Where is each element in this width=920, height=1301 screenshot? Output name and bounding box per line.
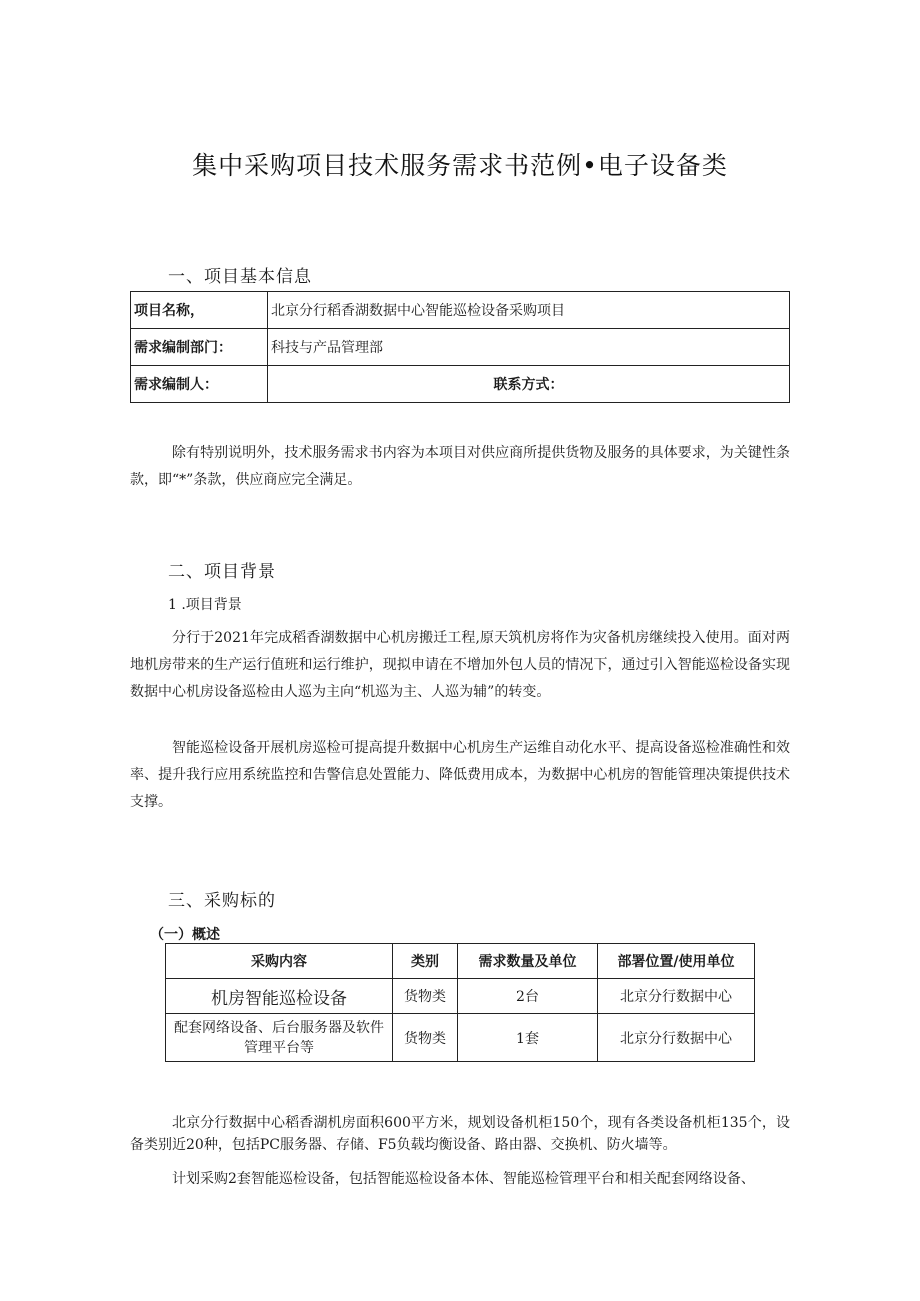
document-title: 集中采购项目技术服务需求书范例•电子设备类: [192, 151, 728, 180]
table-row: [166, 979, 755, 1014]
table-cell: 北京分行数据中心: [598, 979, 755, 1014]
project-info-table: [130, 291, 790, 403]
table-row: [131, 366, 790, 403]
procurement-table: [165, 943, 755, 1062]
table-cell: 货物类: [393, 1014, 458, 1062]
author-label: 需求编制人：: [131, 366, 268, 403]
section1-heading: 一、项目基本信息: [168, 267, 312, 287]
table-cell: 北京分行数据中心: [598, 1014, 755, 1062]
background-paragraph-1: 分行于2021年完成稻香湖数据中心机房搬迁工程,原天筑机房将作为灾备机房继续投入使用。面对两地机房带来的生产运行值班和运行维护，现拟申请在不增加外包人员的情况下，通过引入智能巡检设备实现数据中心机房设备巡检由人巡为主向“机巡为主、人巡为辅”的转变。: [130, 630, 790, 700]
col-category-header: 类别: [393, 944, 458, 979]
section3-heading: 三、采购标的: [168, 891, 276, 911]
project-name-value: 北京分行稻香湖数据中心智能巡检设备采购项目: [268, 292, 790, 329]
col-content-header: 采购内容: [166, 944, 393, 979]
overview-paragraph-1: 北京分行数据中心稻香湖机房面积600平方米，规划设备机柜150个，现有各类设备机柜135个，设备类别近20种，包括PC服务器、存储、F5负载均衡设备、路由器、交换机、防火墙等。: [130, 1115, 790, 1153]
table-cell: 2台: [458, 979, 598, 1014]
dept-value: 科技与产品管理部: [268, 329, 790, 366]
overview-paragraph-2: 计划采购2套智能巡检设备，包括智能巡检设备本体、智能巡检管理平台和相关配套网络设备、: [172, 1171, 755, 1187]
background-paragraph-2: 智能巡检设备开展机房巡检可提高提升数据中心机房生产运维自动化水平、提高设备巡检准确性和效率、提升我行应用系统监控和告警信息处置能力、降低费用成本，为数据中心机房的智能管理决策提供技术支撑。: [130, 740, 790, 810]
table-cell: 1套: [458, 1014, 598, 1062]
project-name-label: 项目名称，: [131, 292, 268, 329]
contact-label: 联系方式：: [268, 366, 790, 403]
table-row: [131, 329, 790, 366]
table-row: [131, 292, 790, 329]
overview-subheading: （一）概述: [150, 927, 220, 943]
col-location-header: 部署位置/使用单位: [598, 944, 755, 979]
col-quantity-header: 需求数量及单位: [458, 944, 598, 979]
table-header-row: [166, 944, 755, 979]
table-cell: 机房智能巡检设备: [166, 979, 393, 1014]
section2-subheading: 1 .项目背景: [168, 597, 242, 613]
table-cell: 货物类: [393, 979, 458, 1014]
section2-heading: 二、项目背景: [168, 562, 276, 582]
intro-paragraph: 除有特别说明外，技术服务需求书内容为本项目对供应商所提供货物及服务的具体要求，为关键性条款，即“*”条款，供应商应完全满足。: [130, 445, 790, 488]
table-cell: 配套网络设备、后台服务器及软件管理平台等: [166, 1014, 393, 1062]
dept-label: 需求编制部门：: [131, 329, 268, 366]
table-row: [166, 1014, 755, 1062]
